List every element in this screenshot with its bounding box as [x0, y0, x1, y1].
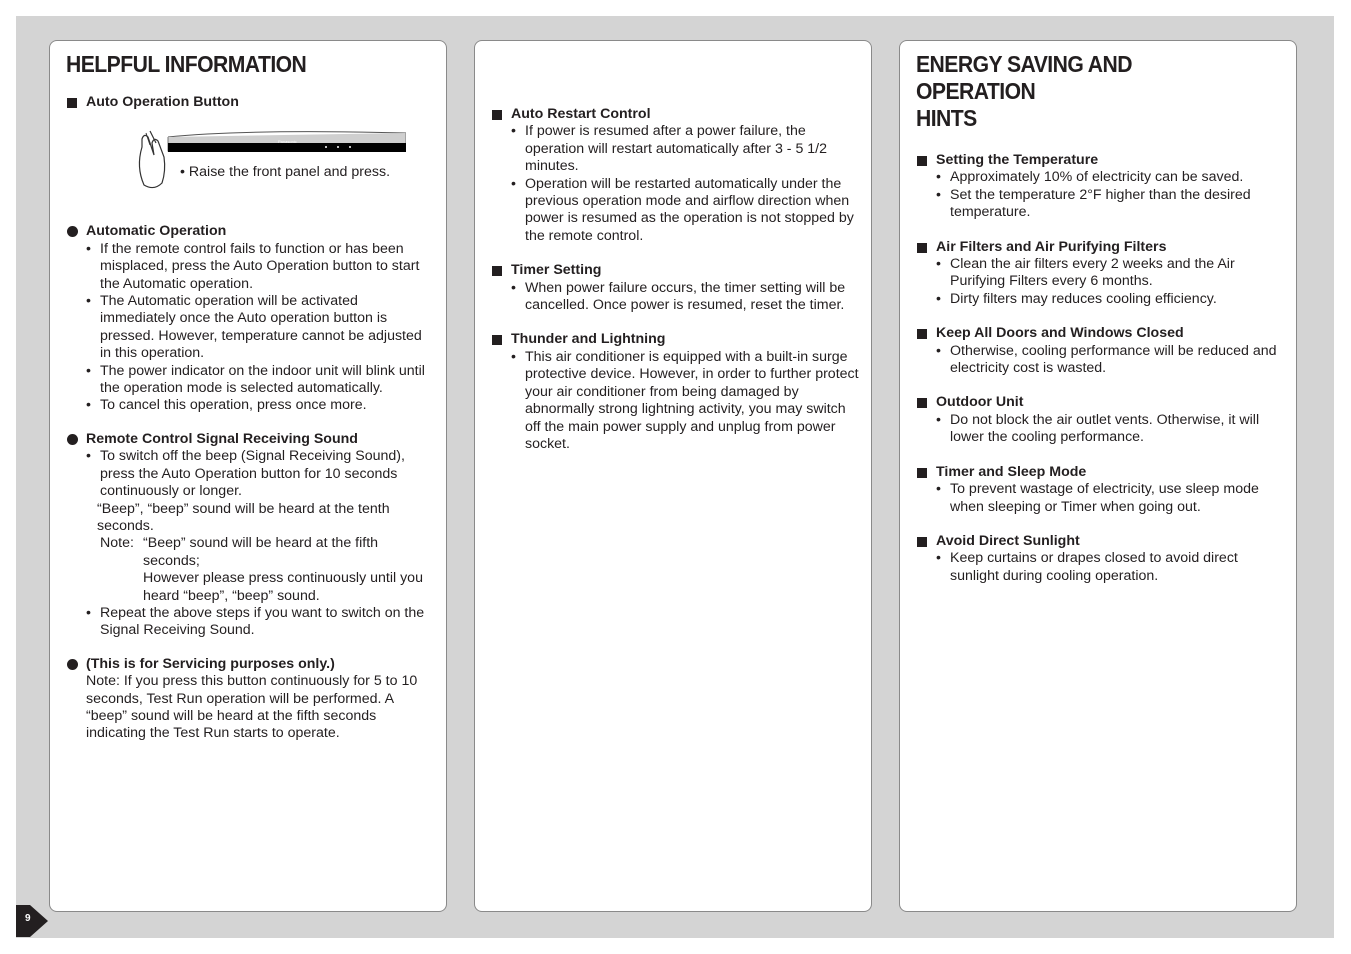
section-heading: Auto Restart Control	[511, 106, 651, 122]
square-bullet-icon	[917, 398, 927, 408]
hint-section	[916, 394, 1286, 446]
list-item: • Operation will be restarted automatically under the previous operation mode and airflow direction when power is resumed as the operation is not stopped by the remote control.	[525, 176, 861, 246]
auto-button-illustration	[66, 111, 436, 195]
section-heading: Keep All Doors and Windows Closed	[936, 325, 1184, 342]
thunder-lightning-section	[491, 331, 861, 453]
list-item: • Clean the air filters every 2 weeks and the Air Purifying Filters every 6 months.	[950, 256, 1286, 291]
round-bullet-icon	[67, 226, 78, 237]
square-bullet-icon	[917, 243, 927, 253]
list-item: • Dirty filters may reduces cooling efficiency.	[950, 291, 1286, 308]
list-item: • When power failure occurs, the timer setting will be cancelled. Once power is resumed, reset the timer.	[525, 280, 861, 315]
list-item: • The power indicator on the indoor unit will blink until the operation mode is selected automatically.	[100, 363, 436, 398]
beep-line: “Beep”, “beep” sound will be heard at the tenth seconds.	[97, 500, 390, 534]
section-heading: (This is for Servicing purposes only.)	[86, 655, 335, 672]
page-title-energy-saving: ENERGY SAVING AND OPERATION HINTS	[916, 51, 1132, 131]
note-label: Note:	[100, 535, 134, 552]
note-text: “Beep” sound will be heard at the fifth seconds;	[143, 535, 379, 569]
list-item: • If power is resumed after a power failure, the operation will restart automatically after 3 - 5 1/2 minutes.	[525, 123, 861, 175]
hint-section	[916, 239, 1286, 309]
hints-list	[916, 152, 1286, 585]
list-item: • To prevent wastage of electricity, use sleep mode when sleeping or Timer when going out.	[950, 481, 1286, 516]
section-heading: Remote Control Signal Receiving Sound	[86, 430, 358, 447]
section-heading: Auto Operation Button	[86, 94, 239, 110]
section-heading: Air Filters and Air Purifying Filters	[936, 238, 1167, 255]
list-item: • To switch off the beep (Signal Receiving Sound), press the Auto Operation button for 10 seconds continuously or longer.	[100, 448, 436, 500]
hint-section	[916, 464, 1286, 516]
servicing-section	[66, 656, 436, 743]
section-heading: Avoid Direct Sunlight	[936, 532, 1080, 549]
square-bullet-icon	[917, 329, 927, 339]
square-bullet-icon	[917, 156, 927, 166]
illustration-caption: • Raise the front panel and press.	[180, 164, 391, 181]
helpful-information-panel	[49, 40, 447, 912]
square-bullet-icon	[492, 266, 502, 276]
section-heading: Setting the Temperature	[936, 152, 1099, 168]
list-item: • Otherwise, cooling performance will be reduced and electricity cost is wasted.	[950, 343, 1286, 378]
list-item: • The Automatic operation will be activated immediately once the Auto operation button is pressed. However, temperature cannot be adjusted in this operation.	[100, 293, 436, 363]
list-item: • To cancel this operation, press once more.	[100, 397, 436, 414]
section-heading: Thunder and Lightning	[511, 331, 666, 348]
section-heading: Outdoor Unit	[936, 394, 1024, 411]
list-item: • This air conditioner is equipped with a built-in surge protective device. However, in order to further protect your air conditioner from being damaged by abnormally strong lightning activity, you may switch off the main power supply and unplug from power socket.	[525, 349, 861, 453]
square-bullet-icon	[917, 468, 927, 478]
list-item: • Repeat the above steps if you want to switch on the Signal Receiving Sound.	[100, 605, 436, 640]
energy-saving-panel	[899, 40, 1297, 912]
automatic-operation-section	[66, 223, 436, 414]
hint-section	[916, 152, 1286, 222]
section-heading: Timer and Sleep Mode	[936, 463, 1087, 480]
hint-section	[916, 325, 1286, 377]
list-item: • Keep curtains or drapes closed to avoid direct sunlight during cooling operation.	[950, 550, 1286, 585]
list-item: • If the remote control fails to function or has been misplaced, press the Auto Operation button to start the Automatic operation.	[100, 241, 436, 293]
timer-setting-section	[491, 262, 861, 314]
square-bullet-icon	[492, 110, 502, 120]
auto-operation-button-section	[66, 94, 436, 195]
page-tab-arrow-icon	[16, 905, 50, 937]
hint-section	[916, 533, 1286, 585]
servicing-note: Note: If you press this button continuously for 5 to 10 seconds, Test Run operation will be performed. A “beep” sound will be heard at the fifth seconds indicating the Test Run starts to operate.	[86, 673, 418, 742]
continued-information-panel	[474, 40, 872, 912]
list-item: • Do not block the air outlet vents. Otherwise, it will lower the cooling performance.	[950, 412, 1286, 447]
signal-sound-section	[66, 431, 436, 640]
note-block	[66, 535, 436, 605]
section-heading: Automatic Operation	[86, 223, 227, 240]
list-item: • Set the temperature 2°F higher than the desired temperature.	[950, 187, 1286, 222]
page-title-helpful-information: HELPFUL INFORMATION	[66, 51, 307, 77]
square-bullet-icon	[492, 335, 502, 345]
brand-label: Panasonic	[278, 139, 297, 145]
square-bullet-icon	[67, 98, 77, 108]
section-heading: Timer Setting	[511, 262, 602, 279]
auto-restart-section	[491, 106, 861, 245]
round-bullet-icon	[67, 659, 78, 670]
page-number-tab	[16, 905, 50, 937]
round-bullet-icon	[67, 434, 78, 445]
list-item: • Approximately 10% of electricity can be saved.	[950, 169, 1286, 186]
page-number: 9	[25, 913, 31, 924]
indoor-unit-hand-icon	[106, 111, 406, 195]
note-text: However please press continuously until you heard “beep”, “beep” sound.	[143, 570, 423, 604]
square-bullet-icon	[917, 537, 927, 547]
